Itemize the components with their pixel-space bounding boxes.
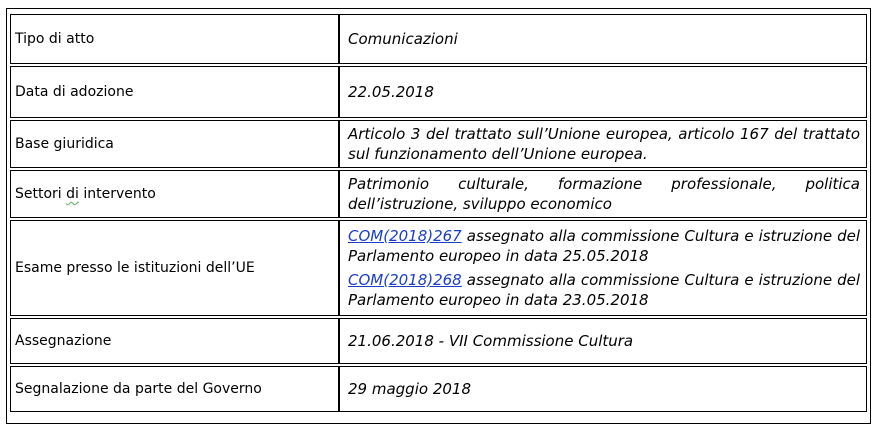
row-value: Comunicazioni [339,14,867,64]
list-item [348,270,860,310]
label-text: intervento [78,186,156,202]
row-value: Patrimonio culturale, formazione professionale, politica dell’istruzione, sviluppo economico [339,170,867,218]
row-value: 22.05.2018 [339,66,867,118]
com-document-link[interactable]: COM(2018)267 [348,227,462,245]
list-item [348,226,860,266]
row-label: Base giuridica [10,120,339,168]
row-label: Assegnazione [10,318,339,364]
row-label: Data di adozione [10,66,339,118]
row-label: Tipo di atto [10,14,339,64]
row-label: Esame presso le istituzioni dell’UE [10,220,339,316]
label-text: Settori [15,186,67,202]
table-row [10,66,867,118]
act-info-table [10,12,867,414]
table-row [10,170,867,218]
row-value: Articolo 3 del trattato sull’Unione europea, articolo 167 del trattato sul funzionamento dell’Unione europea. [339,120,867,168]
table-row [10,366,867,412]
entry-text: assegnato alla commissione Cultura e istruzione del Parlamento europeo in data 23.05.2018 [348,271,860,309]
row-label: Segnalazione da parte del Governo [10,366,339,412]
entry-text: assegnato alla commissione Cultura e istruzione del Parlamento europeo in data 25.05.2018 [348,227,860,265]
table-row [10,14,867,64]
spellcheck-flagged-word: di [66,186,79,202]
row-value: 21.06.2018 - VII Commissione Cultura [339,318,867,364]
row-label [10,170,339,218]
com-document-link[interactable]: COM(2018)268 [348,271,462,289]
table-row [10,120,867,168]
table-row [10,220,867,316]
row-value: 29 maggio 2018 [339,366,867,412]
row-value [339,220,867,316]
table-row [10,318,867,364]
